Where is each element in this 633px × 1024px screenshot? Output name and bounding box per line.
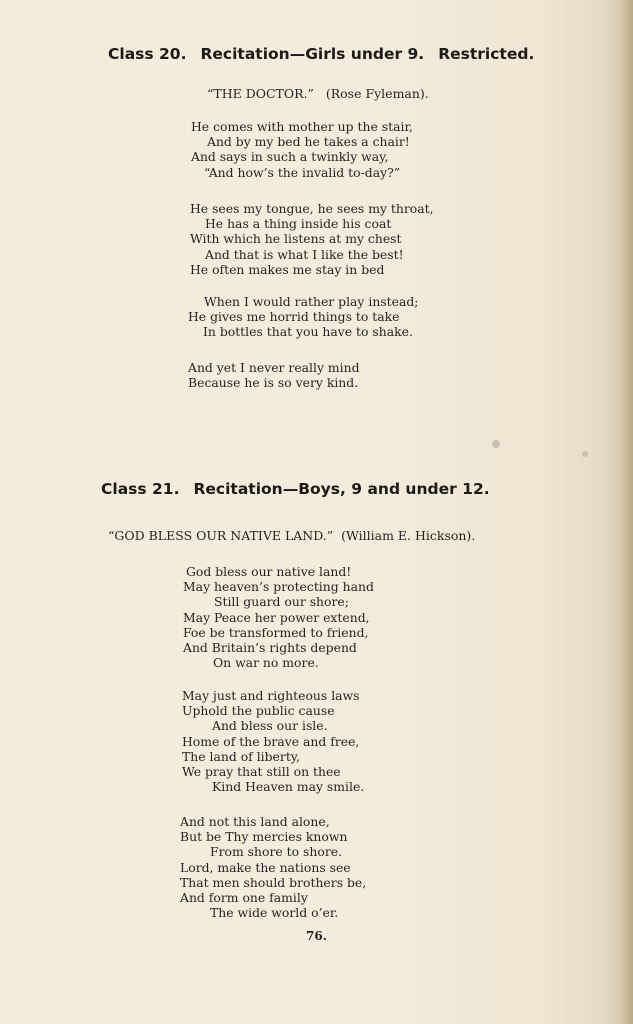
verse-line: But be Thy mercies known [180, 829, 348, 845]
class-20-event: Recitation—Girls under 9. [200, 45, 425, 63]
class-20-note: Restricted. [438, 45, 535, 63]
verse-line: And not this land alone, [180, 814, 330, 829]
verse-line: And yet I never really mind [188, 360, 360, 375]
verse-line: On war no more. [213, 655, 319, 671]
verse-line: And Britain’s rights depend [183, 640, 357, 656]
verse-line: And bless our isle. [212, 718, 328, 734]
verse-line: Uphold the public cause [182, 703, 335, 719]
verse-line: And form one family [180, 890, 308, 906]
paper-spot [492, 440, 500, 448]
poem-author: (Rose Fyleman). [325, 86, 429, 101]
verse-line: The wide world o’er. [210, 905, 339, 921]
verse-line: Home of the brave and free, [182, 733, 360, 749]
poem-title-doctor [207, 86, 429, 101]
verse-line: We pray that still on thee [182, 764, 341, 780]
poem-title-god-bless [108, 528, 475, 543]
verse-line: He often makes me stay in bed [190, 261, 385, 277]
page-number: 76. [306, 929, 327, 943]
class-21-heading [101, 480, 490, 498]
stanza [188, 294, 418, 340]
verse-line: And says in such a twinkly way, [191, 149, 389, 165]
stanza [182, 688, 364, 794]
verse-line: May Peace her power extend, [183, 609, 370, 625]
verse-line: God bless our native land! [186, 564, 352, 579]
verse-line: He comes with mother up the stair, [191, 119, 413, 134]
stanza [188, 360, 360, 390]
verse-line: And that is what I like the best! [205, 246, 404, 262]
verse-line: He sees my tongue, he sees my throat, [190, 201, 434, 216]
class-21-event: Recitation—Boys, 9 and under 12. [193, 480, 490, 498]
verse-line: With which he listens at my chest [190, 231, 402, 247]
verse-line: “And how’s the invalid to-day?” [204, 164, 401, 180]
verse-line: May just and righteous laws [182, 688, 360, 703]
verse-line: When I would rather play instead; [204, 294, 419, 309]
verse-line: He has a thing inside his coat [205, 216, 392, 232]
page-edge [619, 0, 633, 1024]
stanza [191, 119, 413, 180]
verse-line: From shore to shore. [210, 844, 343, 860]
verse-line: In bottles that you have to shake. [203, 324, 413, 340]
verse-line: And by my bed he takes a chair! [207, 134, 410, 150]
verse-line: May heaven’s protecting hand [183, 579, 374, 595]
verse-line: Lord, make the nations see [180, 859, 351, 875]
class-20-label: Class 20. [108, 45, 187, 63]
verse-line: Foe be transformed to friend, [183, 624, 369, 640]
poem-author: (William E. Hickson). [341, 528, 476, 543]
poem-title: “GOD BLESS OUR NATIVE LAND.” [108, 528, 334, 543]
class-20-heading [108, 45, 534, 63]
stanza [180, 814, 366, 920]
verse-line: Still guard our shore; [214, 594, 349, 610]
poem-title: “THE DOCTOR.” [207, 86, 314, 101]
paper-spot [582, 451, 588, 457]
verse-line: That men should brothers be, [180, 874, 367, 890]
verse-line: He gives me horrid things to take [188, 309, 400, 325]
stanza [183, 564, 374, 670]
verse-line: The land of liberty, [182, 748, 301, 764]
class-21-label: Class 21. [101, 480, 180, 498]
verse-line: Because he is so very kind. [188, 375, 359, 391]
verse-line: Kind Heaven may smile. [212, 779, 365, 795]
stanza [190, 201, 434, 277]
